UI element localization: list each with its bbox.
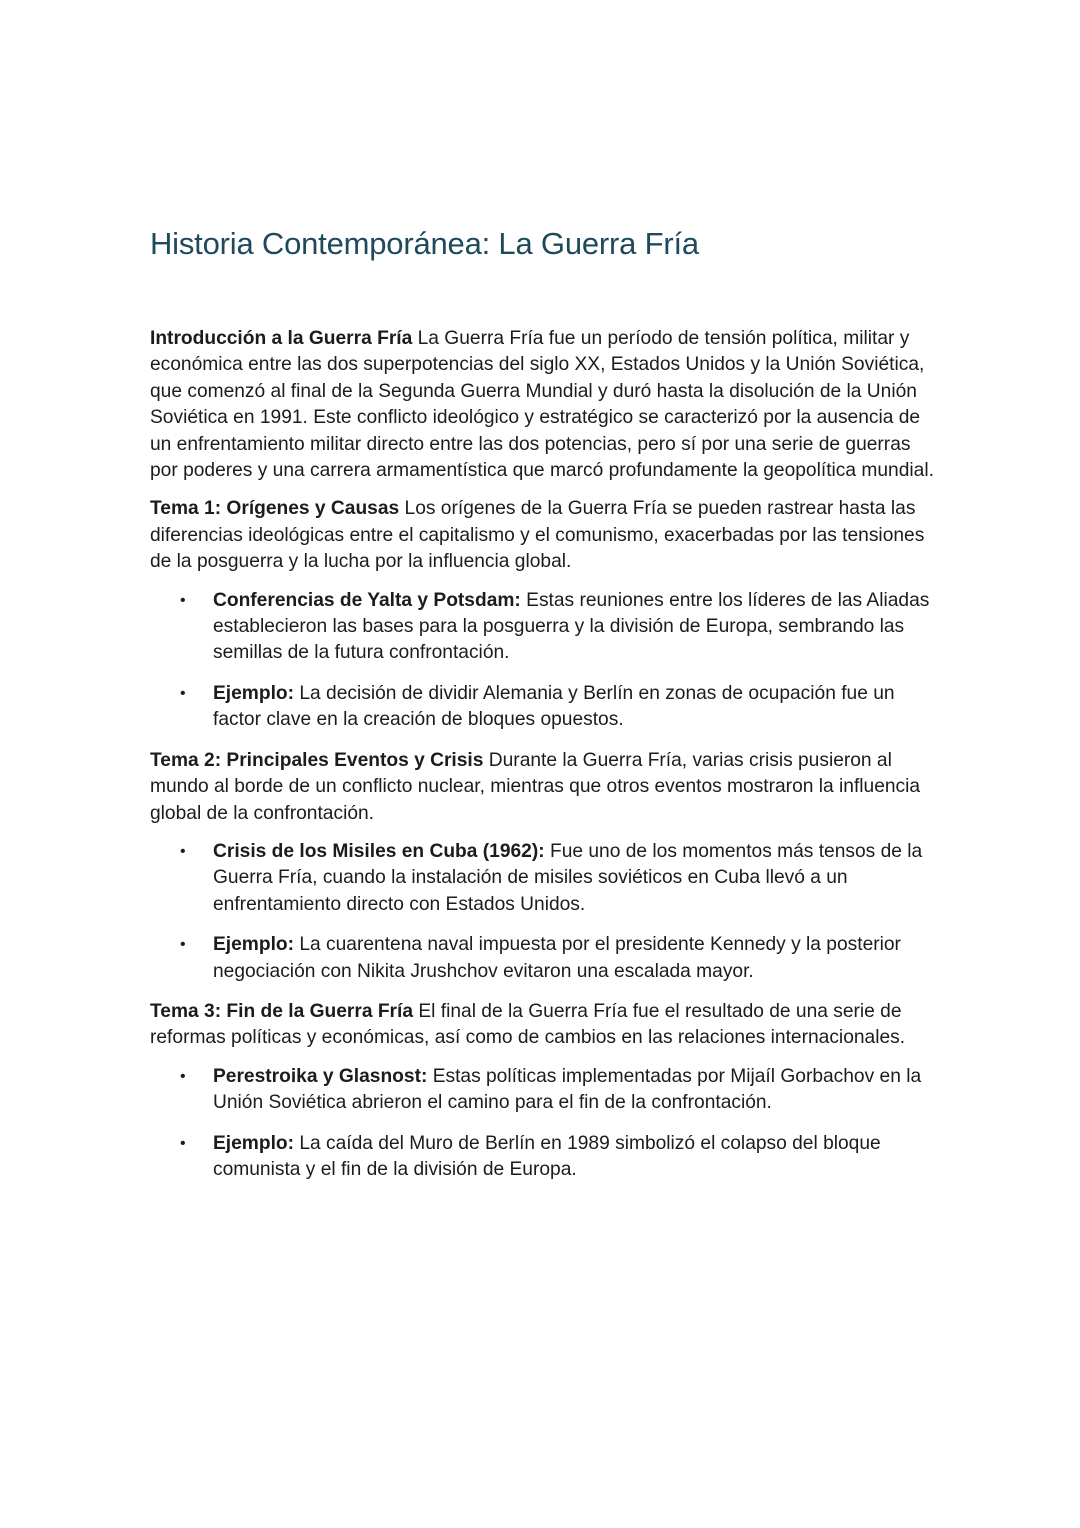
list-item	[150, 932, 940, 985]
list-item	[150, 839, 940, 918]
bullet-icon: •	[180, 936, 186, 954]
list-item	[150, 681, 940, 734]
bullet-icon: •	[180, 684, 186, 702]
section-2-paragraph	[150, 748, 940, 827]
intro-heading: Introducción a la Guerra Fría	[150, 328, 413, 349]
section-1-bullet-list	[150, 588, 940, 734]
bullet-icon: •	[180, 1067, 186, 1085]
bullet-text: Estas políticas implementadas por Mijaíl Gorbachov en la Unión Soviética abrieron el camino para el fin de la confrontación.	[213, 1065, 922, 1114]
list-item	[150, 1064, 940, 1117]
section-3-text: El final de la Guerra Fría fue el resultado de una serie de reformas políticas y económicas, así como de cambios en las relaciones internacionales.	[150, 1000, 906, 1049]
bullet-label: Perestroika y Glasnost:	[213, 1065, 428, 1087]
section-3-bullet-list	[150, 1064, 940, 1184]
bullet-icon: •	[180, 591, 186, 609]
intro-text: La Guerra Fría fue un período de tensión política, militar y económica entre las dos superpotencias del siglo XX, Estados Unidos y la Unión Soviética, que comenzó al final de la Segunda Guerra Mundial y duró hasta la disolución de la Unión Soviética en 1991. Este conflicto ideológico y estratégico se caracterizó por la ausencia de un enfrentamiento militar directo entre las dos potencias, pero sí por una serie de guerras por poderes y una carrera armamentística que marcó profundamente la geopolítica mundial.	[150, 328, 934, 482]
bullet-label: Ejemplo:	[213, 682, 295, 704]
bullet-text: Estas reuniones entre los líderes de las Aliadas establecieron las bases para la posguerra y la división de Europa, sembrando las semillas de la futura confrontación.	[213, 589, 930, 664]
section-2-text: Durante la Guerra Fría, varias crisis pusieron al mundo al borde de un conflicto nuclear, mientras que otros eventos mostraron la influencia global de la confrontación.	[150, 749, 921, 824]
bullet-label: Conferencias de Yalta y Potsdam:	[213, 589, 521, 611]
section-3-heading: Tema 3: Fin de la Guerra Fría	[150, 1000, 414, 1022]
bullet-label: Crisis de los Misiles en Cuba (1962):	[213, 840, 545, 862]
section-1-paragraph	[150, 496, 940, 575]
bullet-icon: •	[180, 842, 186, 860]
section-1-heading: Tema 1: Orígenes y Causas	[150, 498, 400, 520]
document-title: Historia Contemporánea: La Guerra Fría	[150, 226, 699, 261]
bullet-text: La decisión de dividir Alemania y Berlín en zonas de ocupación fue un factor clave en la creación de bloques opuestos.	[213, 682, 895, 731]
section-2-heading: Tema 2: Principales Eventos y Crisis	[150, 749, 484, 771]
bullet-text: La cuarentena naval impuesta por el presidente Kennedy y la posterior negociación con Nikita Jrushchov evitaron una escalada mayor.	[213, 934, 901, 982]
intro-paragraph	[150, 326, 940, 484]
list-item	[150, 1131, 940, 1184]
bullet-label: Ejemplo:	[213, 1132, 295, 1154]
document-page	[150, 222, 940, 1197]
list-item	[150, 588, 940, 667]
section-2-bullet-list	[150, 839, 940, 985]
bullet-text: Fue uno de los momentos más tensos de la Guerra Fría, cuando la instalación de misiles soviéticos en Cuba llevó a un enfrentamiento directo con Estados Unidos.	[213, 840, 923, 915]
bullet-icon: •	[180, 1134, 186, 1152]
bullet-text: La caída del Muro de Berlín en 1989 simbolizó el colapso del bloque comunista y el fin de la división de Europa.	[213, 1132, 881, 1180]
bullet-label: Ejemplo:	[213, 934, 295, 956]
section-3-paragraph	[150, 999, 940, 1052]
section-1-text: Los orígenes de la Guerra Fría se pueden rastrear hasta las diferencias ideológicas entre el capitalismo y el comunismo, exacerbadas por las tensiones de la posguerra y la lucha por la influencia global.	[150, 498, 925, 573]
